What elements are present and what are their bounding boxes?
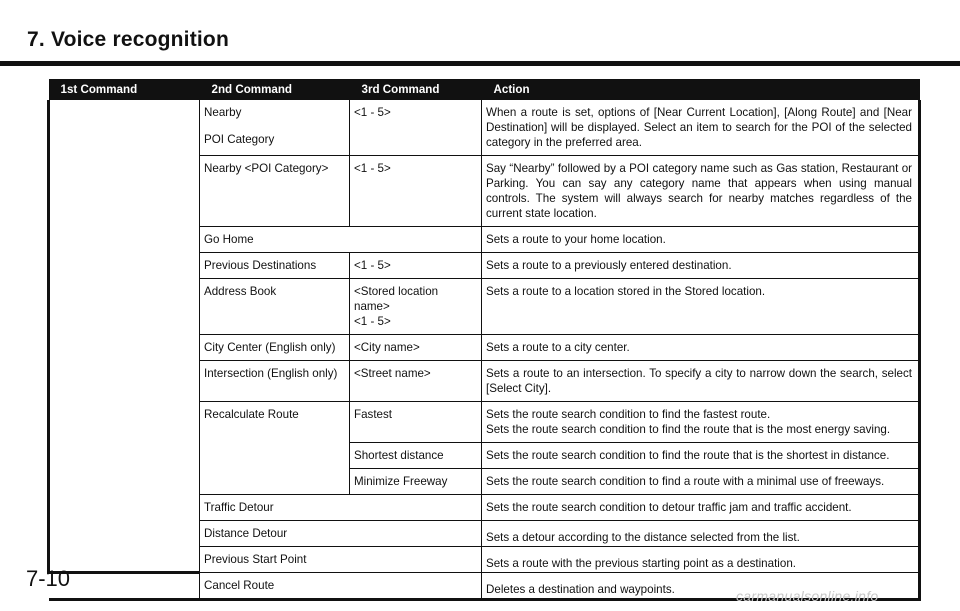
first-command-cell xyxy=(49,100,200,573)
second-command-cell: Recalculate Route xyxy=(200,402,350,495)
second-command-cell: Address Book xyxy=(200,279,350,335)
action-cell: Say “Nearby” followed by a POI category name such as Gas station, Restaurant or Parking. You can say any category name that appears when using manual controls. The system will always search for nearby matches regardless of the current state location. xyxy=(482,156,920,227)
table-row xyxy=(49,100,920,127)
action-cell: Sets a route to your home location. xyxy=(482,227,920,253)
action-cell: Sets a route to a previously entered destination. xyxy=(482,253,920,279)
header-3rd-command: 3rd Command xyxy=(350,79,482,100)
second-command-cell: Go Home xyxy=(200,227,482,253)
third-command-cell: Shortest distance xyxy=(350,443,482,469)
first-command-cell xyxy=(49,573,200,600)
header-2nd-command: 2nd Command xyxy=(200,79,350,100)
third-command-cell: <1 - 5> xyxy=(350,156,482,227)
table-header-row xyxy=(49,79,920,100)
action-cell: Sets a detour according to the distance selected from the list. xyxy=(482,521,920,547)
action-cell: Sets a route to a city center. xyxy=(482,335,920,361)
third-command-cell: <1 - 5> xyxy=(350,253,482,279)
page-title: 7. Voice recognition xyxy=(27,28,229,51)
header-action: Action xyxy=(482,79,920,100)
title-rule xyxy=(0,61,960,66)
second-command-cell: POI Category xyxy=(200,127,350,155)
third-command-cell: Fastest xyxy=(350,402,482,443)
second-command-cell: Intersection (English only) xyxy=(200,361,350,402)
third-command-line: <1 - 5> xyxy=(354,315,391,328)
action-cell xyxy=(482,402,920,443)
second-command-cell: Previous Start Point xyxy=(200,547,482,573)
action-cell: Sets the route search condition to find the route that is the shortest in distance. xyxy=(482,443,920,469)
third-command-line: name> xyxy=(354,300,390,313)
action-cell: Sets a route to an intersection. To specify a city to narrow down the search, select [Select City]. xyxy=(482,361,920,402)
second-command-cell: Previous Destinations xyxy=(200,253,350,279)
action-cell: Deletes a destination and waypoints. xyxy=(482,573,920,600)
third-command-cell: <Street name> xyxy=(350,361,482,402)
second-command-cell: City Center (English only) xyxy=(200,335,350,361)
action-cell: Sets the route search condition to find a route with a minimal use of freeways. xyxy=(482,469,920,495)
second-command-cell: Nearby xyxy=(200,100,350,127)
watermark: carmanualsonline.info xyxy=(736,588,879,604)
action-line: Sets the route search condition to find the fastest route. xyxy=(486,408,771,421)
voice-command-table xyxy=(47,79,921,601)
second-command-cell: Nearby <POI Category> xyxy=(200,156,350,227)
third-command-cell: Minimize Freeway xyxy=(350,469,482,495)
page-number: 7-10 xyxy=(26,566,71,591)
action-cell: Sets a route with the previous starting point as a destination. xyxy=(482,547,920,573)
second-command-cell: Cancel Route xyxy=(200,573,482,600)
action-line: Sets the route search condition to find the route that is the most energy saving. xyxy=(486,423,891,436)
third-command-cell: <1 - 5> xyxy=(350,100,482,156)
action-cell: When a route is set, options of [Near Current Location], [Along Route] and [Near Destination] will be displayed. Select an item to search for the POI of the selected category in the preferred area. xyxy=(482,100,920,156)
header-1st-command: 1st Command xyxy=(49,79,200,100)
third-command-cell: <City name> xyxy=(350,335,482,361)
second-command-cell: Traffic Detour xyxy=(200,495,482,521)
action-cell: Sets the route search condition to detour traffic jam and traffic accident. xyxy=(482,495,920,521)
third-command-cell xyxy=(350,279,482,335)
second-command-cell: Distance Detour xyxy=(200,521,482,547)
action-cell: Sets a route to a location stored in the Stored location. xyxy=(482,279,920,335)
third-command-line: <Stored location xyxy=(354,285,439,298)
